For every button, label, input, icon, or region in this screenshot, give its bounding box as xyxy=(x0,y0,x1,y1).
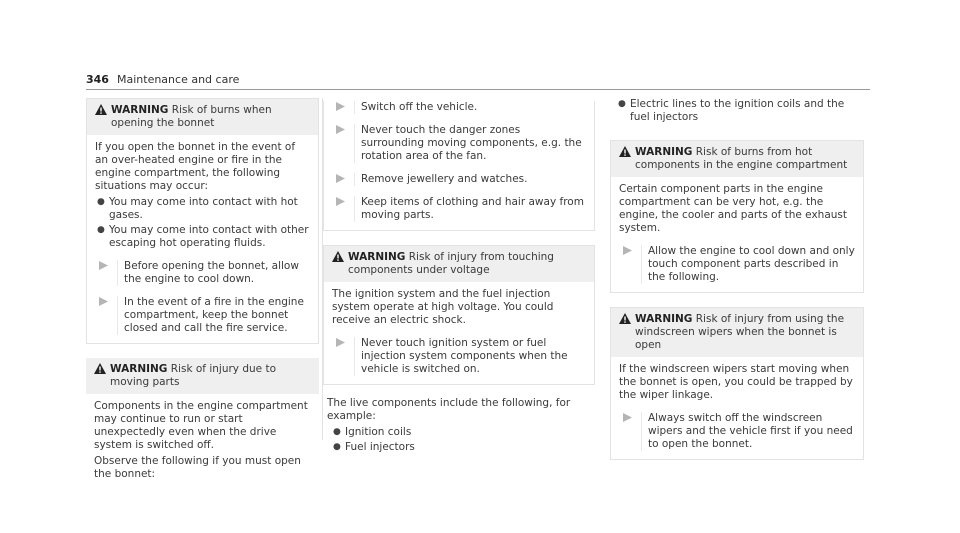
list-item: ● Ignition coils xyxy=(333,426,412,438)
bullet-icon: ● xyxy=(97,197,105,207)
arrow-right-icon xyxy=(619,245,641,284)
warning-keyword: WARNING xyxy=(635,146,693,158)
warning-keyword: WARNING xyxy=(111,104,169,116)
arrow-right-icon xyxy=(332,196,354,222)
column-3 xyxy=(610,98,864,460)
bullet-icon: ● xyxy=(97,225,105,235)
warning-body xyxy=(611,357,863,459)
warning-body xyxy=(86,394,319,492)
list-item: ● You may come into contact with hot gases. xyxy=(97,196,298,221)
list-item: ● You may come into contact with other escaping hot operating fluids. xyxy=(97,224,309,249)
list-item: ● Electric lines to the ignition coils and the fuel injectors xyxy=(618,98,845,123)
bullet-icon: ● xyxy=(618,99,626,109)
warning-body xyxy=(324,282,594,384)
instruction-step: Always switch off the windscreen wipers and the vehicle first if you need to open the bonnet. xyxy=(619,412,855,451)
warning-keyword: WARNING xyxy=(635,313,693,325)
arrow-right-icon xyxy=(332,101,354,114)
warning-title: Risk of injury due to moving parts xyxy=(110,363,276,388)
arrow-right-icon xyxy=(619,412,641,451)
paragraph: The live components include the following, for example: xyxy=(327,397,571,422)
instruction-step: Never touch ignition system or fuel injection system components when the vehicle is switched on. xyxy=(332,337,586,376)
live-components-section xyxy=(323,397,595,454)
warning-triangle-icon xyxy=(94,363,110,389)
warning-title: Risk of injury from touching components under voltage xyxy=(348,251,554,276)
warning-header xyxy=(324,246,594,282)
instruction-step: Remove jewellery and watches. xyxy=(332,173,586,186)
warning-title: Risk of burns from hot components in the engine compartment xyxy=(635,146,848,171)
paragraph: The ignition system and the fuel injection system operate at high voltage. You could receive an electric shock. xyxy=(332,288,554,326)
arrow-right-icon xyxy=(332,337,354,376)
bullet-icon: ● xyxy=(333,442,341,452)
paragraph: Observe the following if you must open the bonnet: xyxy=(94,455,301,480)
paragraph: Components in the engine compartment may continue to run or start unexpectedly even when the drive system is switched off. xyxy=(94,400,308,451)
column-1 xyxy=(86,98,323,492)
column-2 xyxy=(323,98,595,456)
warning-intro: If you open the bonnet in the event of an over-heated engine or fire in the engine compartment, the following situations may occur: xyxy=(95,141,296,192)
instruction-step: Keep items of clothing and hair away from moving parts. xyxy=(332,196,586,222)
warning-triangle-icon xyxy=(619,313,635,352)
warning-title: Risk of burns when opening the bonnet xyxy=(111,104,272,129)
instruction-step: Switch off the vehicle. xyxy=(332,101,586,114)
page-header xyxy=(86,73,870,89)
warning-keyword: WARNING xyxy=(110,363,168,375)
warning-continued-box xyxy=(323,101,595,231)
arrow-right-icon xyxy=(332,124,354,163)
warning-triangle-icon xyxy=(95,104,111,130)
bullet-icon: ● xyxy=(333,427,341,437)
warning-body xyxy=(87,135,318,343)
paragraph: If the windscreen wipers start moving when the bonnet is open, you could be trapped by the wiper linkage. xyxy=(619,363,853,401)
arrow-right-icon xyxy=(332,173,354,186)
arrow-right-icon xyxy=(95,296,117,335)
warning-box-wipers xyxy=(610,307,864,460)
instruction-step: In the event of a fire in the engine compartment, keep the bonnet closed and call the fire service. xyxy=(95,296,310,335)
section-title: Maintenance and care xyxy=(117,73,240,86)
instruction-step: Never touch the danger zones surrounding moving components, e.g. the rotation area of the fan. xyxy=(332,124,586,163)
paragraph: Certain component parts in the engine compartment can be very hot, e.g. the engine, the cooler and parts of the exhaust system. xyxy=(619,183,847,234)
list-item: ● Fuel injectors xyxy=(333,441,415,453)
warning-header xyxy=(611,308,863,357)
warning-title: Risk of injury from using the windscreen wipers when the bonnet is open xyxy=(635,313,845,351)
warning-box-voltage xyxy=(323,245,595,385)
warning-body xyxy=(611,177,863,292)
warning-header xyxy=(611,141,863,177)
warning-keyword: WARNING xyxy=(348,251,406,263)
header-rule xyxy=(86,89,870,90)
arrow-right-icon xyxy=(95,260,117,286)
warning-box-moving-parts xyxy=(86,358,319,492)
instruction-step: Allow the engine to cool down and only touch component parts described in the following. xyxy=(619,245,855,284)
warning-triangle-icon xyxy=(332,251,348,277)
page-number: 346 xyxy=(86,73,109,86)
warning-triangle-icon xyxy=(619,146,635,172)
instruction-step: Before opening the bonnet, allow the engine to cool down. xyxy=(95,260,310,286)
warning-header xyxy=(86,358,319,394)
warning-box-burns-bonnet xyxy=(86,98,319,344)
warning-box-hot-components xyxy=(610,140,864,293)
warning-header xyxy=(87,99,318,135)
